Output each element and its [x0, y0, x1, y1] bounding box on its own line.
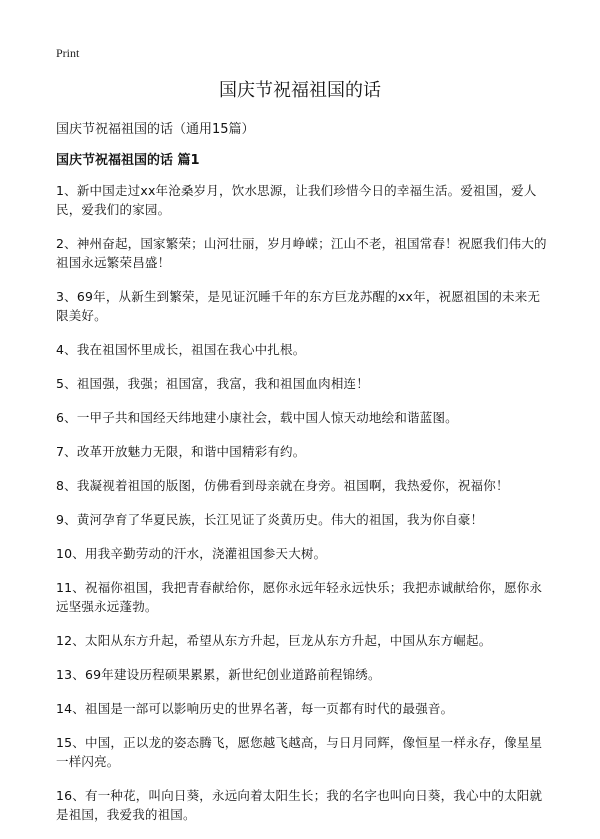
list-item: 2、神州奋起，国家繁荣；山河壮丽，岁月峥嵘；江山不老，祖国常春！祝愿我们伟大的祖国永远繁荣昌盛！ — [56, 236, 547, 270]
section-heading: 国庆节祝福祖国的话 篇1 — [56, 153, 200, 168]
list-item: 14、祖国是一部可以影响历史的世界名著，每一页都有时代的最强音。 — [56, 701, 454, 716]
list-item: 13、69年建设历程硕果累累，新世纪创业道路前程锦绣。 — [56, 667, 381, 682]
list-item: 12、太阳从东方升起，希望从东方升起，巨龙从东方升起，中国从东方崛起。 — [56, 633, 492, 648]
list-item: 5、祖国强，我强；祖国富，我富，我和祖国血肉相连！ — [56, 376, 369, 391]
list-item: 1、新中国走过xx年沧桑岁月，饮水思源，让我们珍惜今日的幸福生活。爱祖国，爱人民，爱我们的家园。 — [56, 183, 537, 217]
list-item: 8、我凝视着祖国的版图，仿佛看到母亲就在身旁。祖国啊，我热爱你，祝福你！ — [56, 478, 509, 493]
list-item: 4、我在祖国怀里成长，祖国在我心中扎根。 — [56, 342, 306, 357]
list-item: 3、69年，从新生到繁荣，是见证沉睡千年的东方巨龙苏醒的xx年，祝愿祖国的未来无限美好。 — [56, 289, 541, 323]
list-item: 9、黄河孕育了华夏民族，长江见证了炎黄历史。伟大的祖国，我为你自豪！ — [56, 512, 484, 527]
blessing-list — [56, 181, 550, 839]
page-title: 国庆节祝福祖国的话 — [219, 80, 381, 101]
list-item: 16、有一种花，叫向日葵，永远向着太阳生长；我的名字也叫向日葵，我心中的太阳就是祖国，我爱我的祖国。 — [56, 788, 543, 822]
list-item: 7、改革开放魅力无限，和谐中国精彩有约。 — [56, 444, 306, 459]
print-label: Print — [56, 46, 80, 60]
list-item: 15、中国，正以龙的姿态腾飞，愿您越飞越高，与日月同辉，像恒星一样永存，像星星一样闪亮。 — [56, 735, 543, 769]
document-subtitle: 国庆节祝福祖国的话（通用15篇） — [56, 122, 255, 137]
list-item: 10、用我辛勤劳动的汗水，浇灌祖国参天大树。 — [56, 546, 327, 561]
list-item: 6、一甲子共和国经天纬地建小康社会，载中国人惊天动地绘和谐蓝图。 — [56, 410, 458, 425]
list-item: 11、祝福你祖国，我把青春献给你，愿你永远年轻永远快乐；我把赤诚献给你，愿你永远坚强永远蓬勃。 — [56, 580, 543, 614]
